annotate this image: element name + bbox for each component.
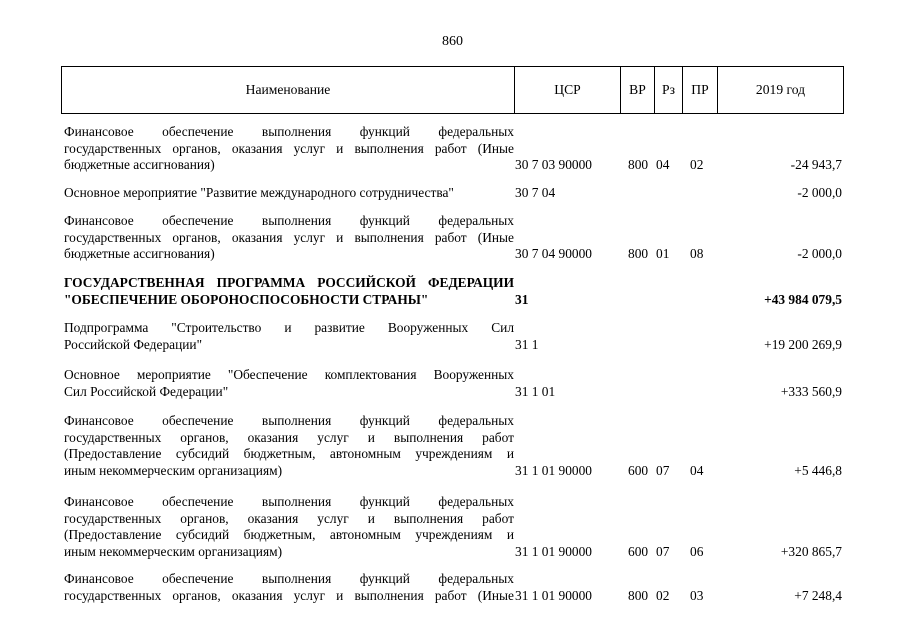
row-csr: 30 7 04: [515, 185, 556, 200]
row-name-line: Сил Российской Федерации": [64, 383, 229, 399]
page-number: 860: [442, 34, 463, 49]
row-name-line: иным некоммерческим организациям): [64, 462, 283, 478]
row-name-line: Финансовое обеспечение выполнения функций федеральных: [64, 413, 514, 428]
row-name-line: государственных органов, оказания услуг и выполнения работ: [64, 510, 514, 526]
row-name-line: государственных органов, оказания услуг и выполнения работ (Иные: [64, 229, 514, 245]
row-csr: 31 1 01: [515, 383, 556, 399]
row-csr: 31 1 01 90000: [515, 587, 592, 603]
row-pr: 06: [690, 543, 704, 559]
header-csr: ЦСР: [514, 67, 620, 113]
row-vr: 800: [628, 157, 649, 172]
row-name-line: Финансовое обеспечение выполнения функций федеральных: [64, 571, 514, 586]
row-pr: 03: [690, 587, 704, 603]
row-amount: +333 560,9: [780, 383, 842, 399]
row-name-line: (Предоставление субсидий бюджетным, автономным учреждениям и: [64, 446, 514, 461]
row-pr: 04: [690, 462, 704, 478]
header-vr: ВР: [620, 67, 654, 113]
row-name: [64, 367, 514, 400]
row-name: [64, 320, 514, 353]
row-name-line: Финансовое обеспечение выполнения функций федеральных: [64, 494, 514, 509]
row-pr: 02: [690, 157, 704, 172]
row-amount: +7 248,4: [794, 587, 842, 603]
table-header: [61, 66, 844, 114]
row-amount: +19 200 269,9: [764, 336, 842, 352]
row-name-line: ГОСУДАРСТВЕННАЯ ПРОГРАММА РОССИЙСКОЙ ФЕДЕРАЦИИ: [64, 275, 514, 290]
row-csr: 31 1 01 90000: [515, 543, 592, 559]
row-pr: 08: [690, 246, 704, 261]
row-name-line: Финансовое обеспечение выполнения функций федеральных: [64, 124, 514, 139]
row-name-line: Финансовое обеспечение выполнения функций федеральных: [64, 213, 514, 228]
row-name-line: государственных органов, оказания услуг и выполнения работ (Иные: [64, 587, 514, 603]
row-vr: 800: [628, 246, 649, 261]
row-rz: 01: [656, 246, 670, 261]
row-name-line: государственных органов, оказания услуг и выполнения работ (Иные: [64, 140, 514, 156]
row-name-line: бюджетные ассигнования): [64, 157, 215, 172]
row-name-line: иным некоммерческим организациям): [64, 543, 283, 559]
row-name-line: Основное мероприятие "Развитие международного сотрудничества": [64, 185, 454, 200]
row-name-line: государственных органов, оказания услуг и выполнения работ: [64, 429, 514, 445]
row-vr: 600: [628, 543, 649, 559]
row-name-line: бюджетные ассигнования): [64, 246, 215, 261]
row-name: [64, 275, 514, 308]
row-name-line: Основное мероприятие "Обеспечение комплектования Вооруженных: [64, 367, 514, 382]
row-amount: +320 865,7: [780, 543, 842, 559]
header-name: Наименование: [245, 81, 331, 97]
row-rz: 02: [656, 587, 670, 603]
row-amount: -2 000,0: [797, 185, 842, 200]
row-name-line: (Предоставление субсидий бюджетным, автономным учреждениям и: [64, 527, 514, 542]
row-name: [64, 413, 514, 479]
row-rz: 07: [656, 462, 670, 478]
row-csr: 30 7 03 90000: [515, 157, 592, 172]
row-amount: +5 446,8: [794, 462, 842, 478]
row-csr: 31 1 01 90000: [515, 462, 592, 478]
header-year: 2019 год: [717, 67, 843, 113]
row-name: [64, 124, 514, 174]
row-name: [64, 185, 514, 202]
row-csr: 31: [515, 291, 529, 307]
row-name: [64, 213, 514, 263]
row-rz: 04: [656, 157, 670, 172]
row-csr: 30 7 04 90000: [515, 246, 592, 261]
row-vr: 800: [628, 587, 649, 603]
header-pr: ПР: [682, 67, 717, 113]
row-name: [64, 571, 514, 604]
row-csr: 31 1: [515, 336, 539, 352]
header-rz: Рз: [654, 67, 682, 113]
row-name: [64, 494, 514, 560]
row-amount: +43 984 079,5: [764, 291, 842, 307]
row-name-line: Российской Федерации": [64, 336, 203, 352]
row-amount: -2 000,0: [797, 246, 842, 261]
row-amount: -24 943,7: [790, 157, 842, 172]
row-name-line: "ОБЕСПЕЧЕНИЕ ОБОРОНОСПОСОБНОСТИ СТРАНЫ": [64, 291, 429, 307]
row-vr: 600: [628, 462, 649, 478]
row-name-line: Подпрограмма "Строительство и развитие Вооруженных Сил: [64, 320, 514, 335]
row-rz: 07: [656, 543, 670, 559]
